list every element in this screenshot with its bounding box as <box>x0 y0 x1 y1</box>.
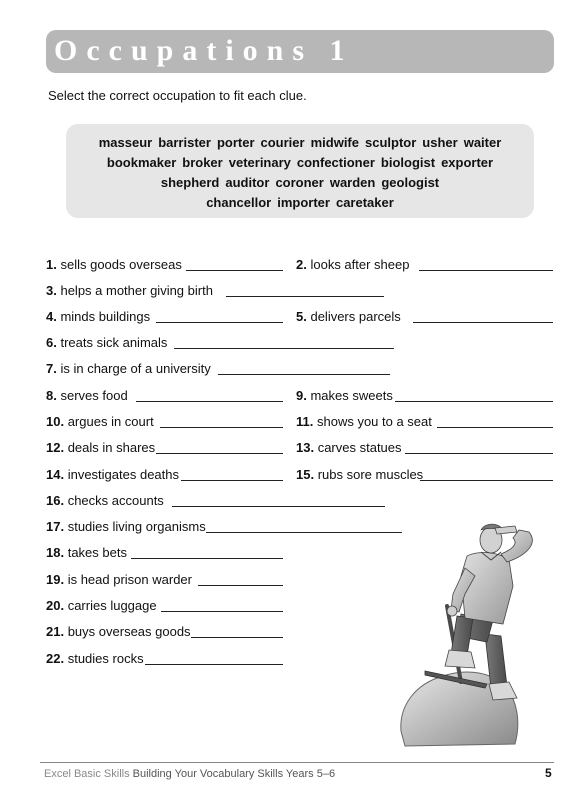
hiker-with-pickaxe-icon <box>395 516 555 752</box>
word-bank-item: sculptor <box>365 135 417 150</box>
word-bank-item: confectioner <box>296 155 375 170</box>
word-bank-item: midwife <box>310 135 359 150</box>
answer-line-13[interactable] <box>405 453 553 454</box>
word-bank <box>66 124 534 218</box>
clue-1: 1. sells goods overseas <box>46 257 182 272</box>
clue-9: 9. makes sweets <box>296 388 393 403</box>
footer-credit: Excel Basic Skills Building Your Vocabulary Skills Years 5–6 <box>44 768 336 780</box>
word-bank-row <box>66 135 534 150</box>
answer-line-21[interactable] <box>191 637 283 638</box>
word-bank-row <box>66 195 534 210</box>
word-bank-item: exporter <box>441 155 494 170</box>
footer-divider <box>40 762 554 763</box>
word-bank-item: barrister <box>158 135 211 150</box>
answer-line-10[interactable] <box>160 427 283 428</box>
answer-line-4[interactable] <box>156 322 283 323</box>
answer-line-16[interactable] <box>172 506 385 507</box>
clue-13: 13. carves statues <box>296 440 402 455</box>
answer-line-14[interactable] <box>181 480 283 481</box>
word-bank-item: courier <box>260 135 305 150</box>
word-bank-item: broker <box>182 155 223 170</box>
word-bank-item: importer <box>277 195 330 210</box>
clue-5: 5. delivers parcels <box>296 309 401 324</box>
clue-22: 22. studies rocks <box>46 651 144 666</box>
answer-line-15[interactable] <box>420 480 553 481</box>
clue-18: 18. takes bets <box>46 545 127 560</box>
word-bank-item: masseur <box>98 135 153 150</box>
page-number: 5 <box>545 766 552 780</box>
word-bank-item: coroner <box>275 175 324 190</box>
clue-16: 16. checks accounts <box>46 493 164 508</box>
clue-11: 11. shows you to a seat <box>296 414 432 429</box>
answer-line-22[interactable] <box>145 664 283 665</box>
word-bank-item: waiter <box>463 135 502 150</box>
answer-line-11[interactable] <box>437 427 553 428</box>
clue-20: 20. carries luggage <box>46 598 157 613</box>
clue-17: 17. studies living organisms <box>46 519 206 534</box>
answer-line-12[interactable] <box>156 453 283 454</box>
answer-line-6[interactable] <box>174 348 394 349</box>
clue-3: 3. helps a mother giving birth <box>46 283 213 298</box>
clue-4: 4. minds buildings <box>46 309 151 324</box>
answer-line-17[interactable] <box>206 532 402 533</box>
answer-line-5[interactable] <box>413 322 553 323</box>
word-bank-item: veterinary <box>228 155 291 170</box>
word-bank-item: chancellor <box>206 195 272 210</box>
word-bank-item: warden <box>329 175 376 190</box>
answer-line-7[interactable] <box>218 374 390 375</box>
word-bank-row <box>66 175 534 190</box>
word-bank-item: bookmaker <box>106 155 177 170</box>
word-bank-item: auditor <box>225 175 270 190</box>
word-bank-item: porter <box>216 135 255 150</box>
clue-2: 2. looks after sheep <box>296 257 410 272</box>
clue-15: 15. rubs sore muscles <box>296 467 424 482</box>
word-bank-item: geologist <box>381 175 440 190</box>
page-title: Occupations 1 <box>54 34 354 67</box>
word-bank-item: caretaker <box>335 195 394 210</box>
word-bank-item: shepherd <box>160 175 220 190</box>
clue-21: 21. buys overseas goods <box>46 624 191 639</box>
answer-line-2[interactable] <box>419 270 553 271</box>
answer-line-9[interactable] <box>395 401 553 402</box>
clue-10: 10. argues in court <box>46 414 154 429</box>
instructions: Select the correct occupation to fit each clue. <box>48 88 307 103</box>
answer-line-18[interactable] <box>131 558 283 559</box>
word-bank-item: usher <box>422 135 458 150</box>
answer-line-8[interactable] <box>136 401 283 402</box>
clue-12: 12. deals in shares <box>46 440 156 455</box>
answer-line-1[interactable] <box>186 270 283 271</box>
word-bank-row <box>66 155 534 170</box>
clue-7: 7. is in charge of a university <box>46 361 211 376</box>
answer-line-19[interactable] <box>198 585 283 586</box>
clue-19: 19. is head prison warder <box>46 572 192 587</box>
answer-line-3[interactable] <box>226 296 384 297</box>
word-bank-item: biologist <box>380 155 436 170</box>
clue-14: 14. investigates deaths <box>46 467 179 482</box>
clue-6: 6. treats sick animals <box>46 335 168 350</box>
answer-line-20[interactable] <box>161 611 283 612</box>
clue-8: 8. serves food <box>46 388 128 403</box>
